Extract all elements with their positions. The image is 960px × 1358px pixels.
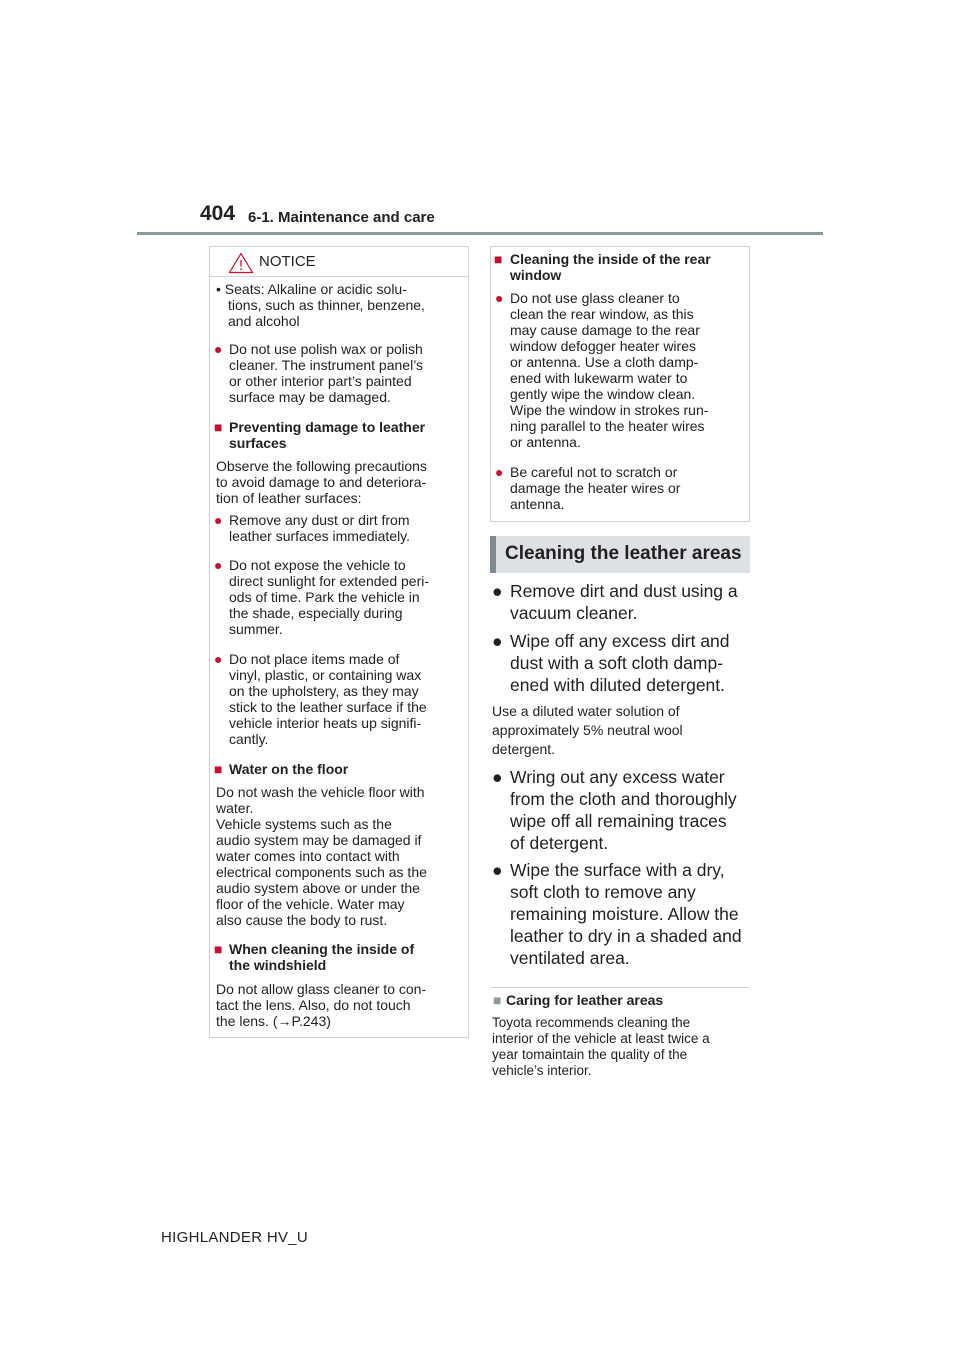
body-line: audio system may be damaged if: [216, 832, 422, 848]
note-line: approximately 5% neutral wool: [492, 722, 683, 738]
bullet-line: on the upholstery, as they may: [229, 683, 419, 699]
circle-bullet-icon: ●: [214, 651, 223, 667]
bullet-line: vehicle interior heats up signifi-: [229, 715, 422, 731]
body-line: Do not wash the vehicle floor with: [216, 784, 425, 800]
rear-bullet-2: [510, 464, 680, 512]
bullet-line: vinyl, plastic, or containing wax: [229, 667, 422, 683]
caring-heading: Caring for leather areas: [506, 992, 664, 1008]
body-line: Vehicle systems such as the: [216, 816, 392, 832]
step-line: leather to dry in a shaded and: [510, 926, 742, 946]
seats-cont-1: tions, such as thinner, benzene,: [228, 297, 425, 313]
step-line: wipe off all remaining traces: [510, 811, 727, 831]
vinyl-bullet-text: [229, 651, 427, 747]
page-reference-link[interactable]: the lens. (→P.243): [216, 1013, 331, 1029]
section-title: 6-1. Maintenance and care: [248, 209, 435, 226]
leather-section-title: Cleaning the leather areas: [505, 543, 742, 564]
polish-bullet-text: [229, 341, 423, 405]
body-line: also cause the body to rust.: [216, 912, 388, 928]
step-line: vacuum cleaner.: [510, 603, 638, 623]
step-line: ened with diluted detergent.: [510, 675, 726, 695]
polish-line: cleaner. The instrument panel’s: [229, 357, 424, 373]
body-line: vehicle’s interior.: [492, 1063, 592, 1078]
square-bullet-icon: ■: [494, 251, 503, 267]
circle-bullet-icon: ●: [214, 557, 223, 573]
bullet-line: Remove any dust or dirt from: [229, 512, 410, 528]
dust-bullet-text: [229, 512, 410, 544]
bullet-line: or antenna.: [510, 434, 581, 450]
body-line: year tomaintain the quality of the: [492, 1047, 688, 1062]
page-number: 404: [200, 202, 236, 225]
step-bullet-icon: ●: [492, 631, 503, 651]
leather-heading: [229, 419, 425, 451]
rear-bullet-1: [510, 290, 708, 450]
leather-section-band: [490, 536, 750, 573]
intro-line: Observe the following precautions: [216, 458, 427, 474]
notice-label: NOTICE: [259, 253, 316, 270]
notice-header: [210, 247, 468, 277]
band-accent-bar: [490, 536, 496, 573]
bullet-line: Do not expose the vehicle to: [229, 557, 406, 573]
square-bullet-icon: ■: [214, 419, 223, 435]
body-line: audio system above or under the: [216, 880, 420, 896]
bullet-line: leather surfaces immediately.: [229, 528, 411, 544]
bullet-line: the shade, especially during: [229, 605, 403, 621]
step-line: of detergent.: [510, 833, 609, 853]
step-1-text: [510, 580, 738, 624]
bullet-line: ods of time. Park the vehicle in: [229, 589, 420, 605]
step-line: ventilated area.: [510, 948, 630, 968]
square-bullet-icon: ■: [214, 761, 223, 777]
body-line: interior of the vehicle at least twice a: [492, 1031, 710, 1046]
bullet-line: gently wipe the window clean.: [510, 386, 696, 402]
note-line: Use a diluted water solution of: [492, 703, 680, 719]
heading-line: When cleaning the inside of: [229, 941, 415, 957]
bullet-line: stick to the leather surface if the: [229, 699, 427, 715]
bullet-line: window defogger heater wires: [510, 338, 696, 354]
bullet-line: may cause damage to the rear: [510, 322, 700, 338]
step-2-text: [510, 630, 730, 696]
water-body: [216, 784, 427, 928]
step-line: dust with a soft cloth damp-: [510, 653, 724, 673]
step-line: soft cloth to remove any: [510, 882, 696, 902]
bullet-line: Be careful not to scratch or: [510, 464, 678, 480]
header-rule: [137, 232, 823, 235]
circle-bullet-icon: ●: [214, 341, 223, 357]
step-bullet-icon: ●: [492, 581, 503, 601]
step-4-text: [510, 859, 742, 969]
heading-line: window: [510, 267, 562, 283]
heading-line: surfaces: [229, 435, 287, 451]
notice-seats-text: [216, 281, 425, 329]
body-line: electrical components such as the: [216, 864, 427, 880]
step-line: from the cloth and thoroughly: [510, 789, 737, 809]
step-3-text: [510, 766, 737, 854]
bullet-line: direct sunlight for extended peri-: [229, 573, 429, 589]
warning-triangle-icon: [228, 252, 254, 274]
sun-bullet-text: [229, 557, 429, 637]
step-2-note: [492, 702, 683, 759]
intro-line: to avoid damage to and deteriora-: [216, 474, 427, 490]
body-line: water.: [216, 800, 254, 816]
body-line: tact the lens. Also, do not touch: [216, 997, 411, 1013]
step-bullet-icon: ●: [492, 767, 503, 787]
bullet-line: damage the heater wires or: [510, 480, 681, 496]
circle-bullet-icon: ●: [495, 290, 504, 306]
bullet-line: Do not place items made of: [229, 651, 400, 667]
polish-line: Do not use polish wax or polish: [229, 341, 423, 357]
step-line: Wipe off any excess dirt and: [510, 631, 730, 651]
seats-line: • Seats: Alkaline or acidic solu-: [216, 281, 407, 297]
seats-cont-2: and alcohol: [228, 313, 300, 329]
bullet-line: Wipe the window in strokes run-: [510, 402, 709, 418]
step-bullet-icon: ●: [492, 860, 503, 880]
water-heading: Water on the floor: [229, 761, 349, 777]
bullet-line: Do not use glass cleaner to: [510, 290, 680, 306]
circle-bullet-icon: ●: [214, 512, 223, 528]
body-line: floor of the vehicle. Water may: [216, 896, 405, 912]
body-line: Toyota recommends cleaning the: [492, 1015, 691, 1030]
body-line: Do not allow glass cleaner to con-: [216, 981, 427, 997]
bullet-line: ened with lukewarm water to: [510, 370, 688, 386]
step-line: Wring out any excess water: [510, 767, 725, 787]
rear-window-heading: [510, 251, 711, 283]
note-line: detergent.: [492, 741, 556, 757]
square-bullet-icon: ■: [214, 941, 223, 957]
leather-intro: [216, 458, 427, 506]
step-line: remaining moisture. Allow the: [510, 904, 739, 924]
bullet-line: clean the rear window, as this: [510, 306, 694, 322]
bullet-line: antenna.: [510, 496, 565, 512]
windshield-body: [216, 981, 426, 1029]
heading-line: Cleaning the inside of the rear: [510, 251, 711, 267]
bullet-line: summer.: [229, 621, 283, 637]
step-line: Wipe the surface with a dry,: [510, 860, 725, 880]
polish-line: surface may be damaged.: [229, 389, 391, 405]
bullet-line: ning parallel to the heater wires: [510, 418, 705, 434]
square-bullet-icon: ■: [493, 992, 502, 1008]
windshield-heading: [229, 941, 414, 973]
heading-line: Preventing damage to leather: [229, 419, 426, 435]
step-line: Remove dirt and dust using a: [510, 581, 738, 601]
circle-bullet-icon: ●: [495, 464, 504, 480]
footer-model: HIGHLANDER HV_U: [161, 1229, 309, 1246]
intro-line: tion of leather surfaces:: [216, 490, 362, 506]
polish-line: or other interior part’s painted: [229, 373, 412, 389]
bullet-line: or antenna. Use a cloth damp-: [510, 354, 699, 370]
heading-line: the windshield: [229, 957, 327, 973]
body-line: water comes into contact with: [216, 848, 400, 864]
section-divider: [491, 987, 749, 988]
caring-body: [492, 1015, 710, 1079]
bullet-line: cantly.: [229, 731, 269, 747]
